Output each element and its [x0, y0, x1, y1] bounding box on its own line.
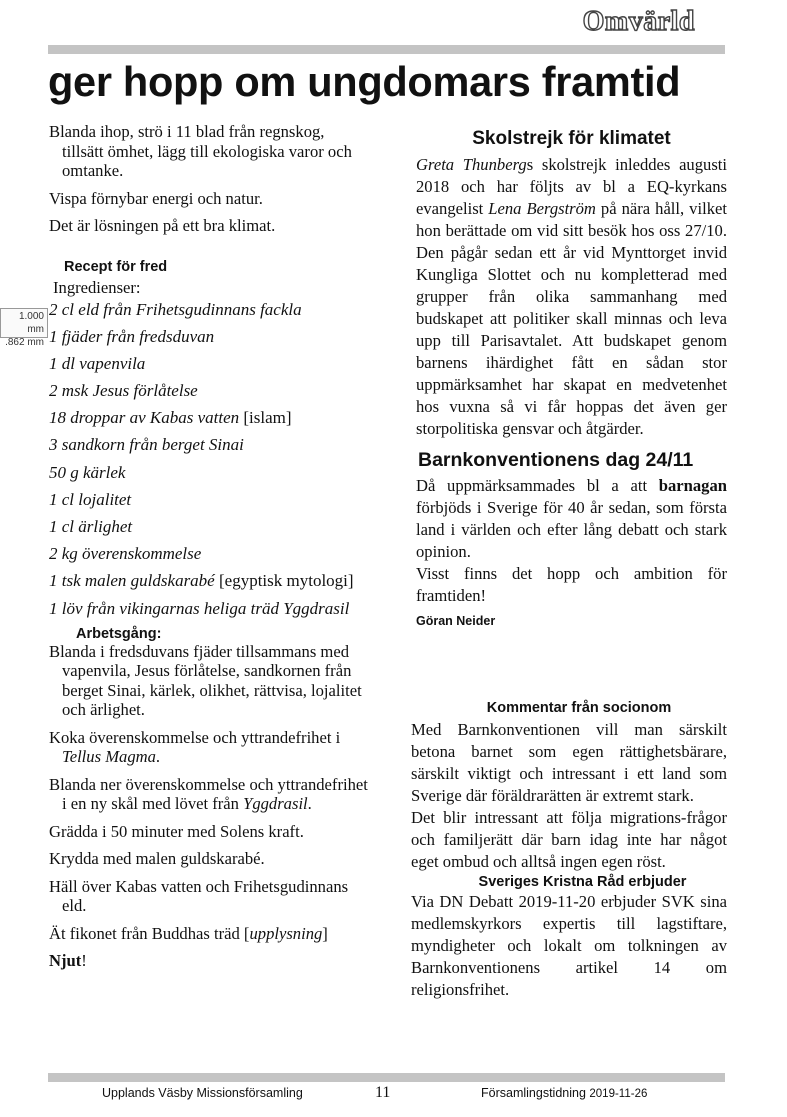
convention-paragraph — [416, 475, 727, 563]
step-item — [49, 728, 369, 767]
ingredient-item — [49, 381, 369, 401]
step-text: Ät fikonet från Buddhas träd [ — [49, 923, 250, 943]
ingredient-name: 18 droppar av Kabas vatten — [49, 408, 240, 428]
step-text: . — [307, 794, 312, 814]
convention-text-2: förbjöds i Sverige för 40 år sedan, som första land i världen och efter lång debatt och stark opinion. — [416, 498, 727, 561]
step-item — [49, 775, 369, 814]
work-title: Arbetsgång: — [76, 625, 162, 642]
footer-right — [481, 1086, 647, 1100]
strike-paragraph — [416, 154, 727, 440]
right-column — [416, 122, 727, 632]
skr-title: Sveriges Kristna Råd erbjuder — [478, 874, 687, 890]
closing-rest: ! — [81, 951, 87, 971]
bottom-rule — [48, 1073, 725, 1082]
ingredient-item — [49, 571, 369, 591]
strike-text-1: s skolstrejk inleddes augusti 2018 och har följts av bl a EQ-kyrkans evangelist — [416, 155, 727, 218]
footer-left: Upplands Väsby Missionsförsamling — [102, 1086, 303, 1100]
left-column — [49, 122, 369, 979]
signature: Göran Neider — [416, 614, 496, 628]
ingredient-note: [islam] — [239, 408, 292, 428]
ingredient-name: 1 cl lojalitet — [49, 489, 132, 509]
comment-block — [411, 697, 727, 1001]
measure-line-2: .862 mm — [5, 337, 44, 348]
strike-name-lena: Lena Bergström — [488, 199, 596, 218]
intro-paragraph-3: Det är lösningen på ett bra klimat. — [49, 216, 276, 235]
convention-paragraph-2: Visst finns det hopp och ambition för framtiden! — [416, 564, 727, 605]
step-item — [49, 924, 369, 944]
step-item — [49, 877, 369, 916]
convention-title: Barnkonventionens dag 24/11 — [418, 449, 694, 471]
ingredient-item — [49, 327, 369, 347]
measurement-tooltip — [0, 308, 48, 348]
intro-paragraph-2: Vispa förnybar energi och natur. — [49, 188, 263, 208]
strike-name-greta: Greta Thunberg — [416, 155, 527, 174]
page-number: 11 — [375, 1084, 391, 1101]
ingredients-label: Ingredienser: — [53, 278, 141, 297]
skr-paragraph: Via DN Debatt 2019-11-20 erbjuder SVK sina medlemskyrkors expertis till lagstiftare, myndigheter och lokalt om tolkningen av Barnkonventionens artikel 14 om religionsfrihet. — [411, 892, 727, 999]
step-item — [49, 822, 369, 842]
ingredient-name: 1 tsk malen guldskarabé — [49, 571, 215, 591]
ingredient-item — [49, 544, 369, 564]
step-list — [49, 642, 369, 944]
ingredient-note: [egyptisk mytologi] — [214, 571, 354, 591]
step-text: Blanda i fredsduvans fjäder tillsammans med vapenvila, Jesus förlåtelse, sandkornen från berget Sinai, kärlek, olikhet, rättvisa, lojalitet och ärlighet. — [49, 641, 362, 720]
strike-title: Skolstrejk för klimatet — [472, 128, 671, 149]
step-text: Yggdrasil — [243, 794, 308, 814]
step-text: Tellus Magma — [62, 747, 156, 767]
footer-date: 2019-11-26 — [589, 1088, 648, 1100]
convention-bold: barnagan — [658, 476, 727, 495]
closing-line — [49, 951, 369, 971]
headline: ger hopp om ungdomars framtid — [48, 58, 681, 105]
ingredient-item — [49, 490, 369, 510]
ingredient-name: 1 löv från vikingarnas heliga träd Yggdrasil — [49, 598, 350, 618]
ingredient-item — [49, 517, 369, 537]
ingredient-name: 1 cl ärlighet — [49, 517, 133, 536]
step-text: Häll över Kabas vatten och Frihetsgudinnans eld. — [49, 876, 349, 916]
ingredient-name: 2 cl eld från Frihetsgudinnans fackla — [49, 299, 302, 319]
ingredient-item — [49, 463, 369, 483]
ingredient-name: 1 dl vapenvila — [49, 353, 146, 373]
step-text: ] — [322, 923, 328, 943]
top-rule — [48, 45, 725, 54]
ingredient-name: 1 fjäder från fredsduvan — [49, 326, 215, 346]
ingredient-item — [49, 408, 369, 428]
ingredient-list — [49, 300, 369, 619]
ingredient-item — [49, 354, 369, 374]
strike-text-2: på nära håll, vilket hon berättade om vid sitt besök hos oss 27/10. Den pågår sedan ett år vid Mynttorget invid Kungliga Slottet och nu kompletterad med grupper från olika sammanhang med budskapet att politiker skall minnas och leva upp till Parisavtalet. Att budskapet genom barnens ihärdighet fått en sådan stor uppmärksamhet har skapat en medvetenhet hos vuxna så vi får hoppas det även ger storpolitiska gensvar och åtgärder. — [416, 199, 727, 438]
ingredient-name: 50 g kärlek — [49, 462, 126, 482]
convention-text-1: Då uppmärksammades bl a att — [416, 476, 659, 495]
ingredient-name: 3 sandkorn från berget Sinai — [49, 435, 244, 455]
comment-paragraph-1: Med Barnkonventionen vill man särskilt betona barnet som egen rättighetsbärare, särskilt viktigt och intressant i ett land som Sverige där föräldrarätten är extremt stark. — [411, 720, 727, 805]
step-text: Grädda i 50 minuter med Solens kraft. — [49, 821, 304, 841]
step-item — [49, 642, 369, 720]
section-tag: Omvärld — [582, 6, 695, 37]
footer-right-label: Församlingstidning — [481, 1086, 590, 1100]
measure-line-1: 1.000 mm — [18, 311, 44, 335]
ingredient-name: 2 kg överenskommelse — [49, 544, 202, 564]
recipe-title: Recept för fred — [64, 258, 168, 275]
step-text: Koka överenskommelse och yttrandefrihet i — [49, 727, 341, 747]
step-text: upplysning — [249, 923, 323, 943]
closing-bold: Njut — [49, 951, 82, 971]
comment-title: Kommentar från socionom — [486, 700, 672, 716]
step-item — [49, 849, 369, 869]
step-text: Blanda ner överenskommelse och yttrandefrihet i en ny skål med lövet från — [49, 774, 368, 814]
ingredient-name: 2 msk Jesus förlåtelse — [49, 381, 198, 401]
step-text: . — [155, 747, 161, 767]
ingredient-item — [49, 599, 369, 619]
ingredient-item — [49, 435, 369, 455]
step-text: Krydda med malen guldskarabé. — [49, 849, 265, 869]
intro-paragraph-1: Blanda ihop, strö i 11 blad från regnskog, tillsätt ömhet, lägg till ekologiska varor och omtanke. — [49, 122, 352, 180]
comment-paragraph-2: Det blir intressant att följa migrations-frågor och familjerätt där barn idag inte har något eget ombud och alltså ingen egen röst. — [411, 808, 727, 871]
ingredient-item — [49, 300, 369, 320]
